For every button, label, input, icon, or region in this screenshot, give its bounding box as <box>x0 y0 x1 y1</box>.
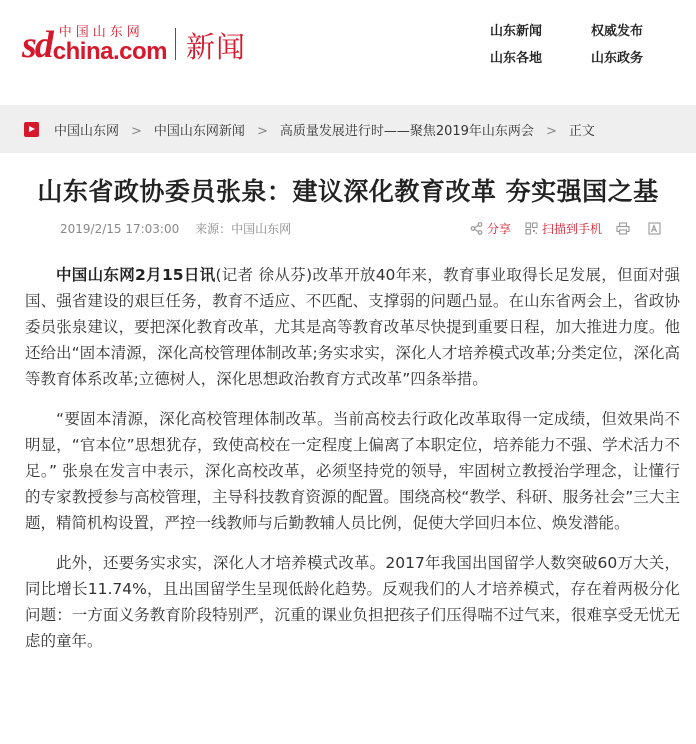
scan-label: 扫描到手机 <box>542 222 603 236</box>
nav-shandong-regions[interactable]: 山东各地 <box>490 51 543 66</box>
play-icon <box>24 122 39 137</box>
article-meta <box>60 220 291 237</box>
article-paragraph: “要固本清源，深化高校管理体制改革。当前高校去行政化改革取得一定成绩，但效果尚不明显，“官本位”思想犹存，致使高校在一定程度上偏离了本职定位，培养能力不强、学术活力不足。” 张泉在发言中表示，深化高校改革，必须坚持党的领导，牢固树立教授治学理念，让懂行的专家教授参与高校管理，主导科技教育资源的配置。围绕高校“教学、科研、服务社会”三大主题，精简机构设置，严控一线教师与后勤教辅人员比例，促使大学回归本位、焕发潜能。 <box>25 410 680 532</box>
breadcrumb-item-news[interactable]: 中国山东网新闻 <box>153 124 245 139</box>
share-button[interactable] <box>470 220 511 237</box>
top-nav <box>490 18 696 68</box>
logo-text <box>53 26 167 64</box>
qrcode-icon <box>525 222 538 235</box>
nav-shandong-government[interactable]: 山东政务 <box>591 51 644 66</box>
print-icon <box>616 222 630 235</box>
breadcrumb <box>0 105 696 153</box>
article-tools <box>470 220 665 237</box>
site-header <box>0 0 696 105</box>
article-paragraph-text: (记者 徐从芬)改革开放40年来，教育事业取得长足发展，但面对强国、强省建设的艰巨任务，教育不适应、不匹配、支撑弱的问题凸显。在山东省两会上，省政协委员张泉建议，要把深化教育改革，尤其是高等教育改革尽快提到重要日程，加大推进力度。他还给出“固本清源，深化高校管理体制改革;务实求实，深化人才培养模式改革;分类定位，深化高等教育体系改革;立德树人，深化思想政治教育方式改革”四条举措。 <box>25 266 680 388</box>
breadcrumb-separator: > <box>131 124 142 139</box>
logo-divider <box>175 28 176 60</box>
article-title: 山东省政协委员张泉：建议深化教育改革 夯实强国之基 <box>37 177 659 206</box>
font-size-button[interactable] <box>648 222 665 235</box>
site-logo[interactable] <box>22 24 246 64</box>
article-datetime: 2019/2/15 17:03:00 <box>60 222 180 236</box>
article-body <box>25 262 680 668</box>
article-paragraph <box>25 262 680 392</box>
print-button[interactable] <box>616 222 634 235</box>
article-paragraph: 此外，还要务实求实，深化人才培养模式改革。2017年我国出国留学人数突破60万大关，同比增长11.74%，且出国留学生呈现低龄化趋势。反观我们的人才培养模式，存在着两极分化问题：一方面义务教育阶段特别严，沉重的课业负担把孩子们压得喘不过气来，很难享受无忧无虑的童年。 <box>25 554 680 650</box>
article-source: 来源：中国山东网 <box>195 222 292 236</box>
section-title: 新闻 <box>186 30 247 64</box>
logo-domain: china.com <box>52 38 167 65</box>
share-icon <box>470 222 483 235</box>
logo-site-name: 中国山东网 <box>58 25 144 40</box>
breadcrumb-items <box>54 120 595 139</box>
nav-shandong-news[interactable]: 山东新闻 <box>490 24 543 39</box>
breadcrumb-item-current: 正文 <box>568 124 595 139</box>
share-label: 分享 <box>487 222 512 236</box>
article-lead: 中国山东网2月15日讯 <box>56 266 216 284</box>
logo-sd: sd <box>22 24 52 66</box>
breadcrumb-separator: > <box>256 124 268 139</box>
breadcrumb-item-home[interactable]: 中国山东网 <box>54 124 120 139</box>
breadcrumb-item-topic[interactable]: 高质量发展进行时——聚焦2019年山东两会 <box>279 124 534 139</box>
nav-official-release[interactable]: 权威发布 <box>591 24 644 39</box>
scan-to-phone-button[interactable] <box>525 220 602 237</box>
breadcrumb-separator: > <box>545 124 557 139</box>
font-size-icon <box>648 222 661 235</box>
